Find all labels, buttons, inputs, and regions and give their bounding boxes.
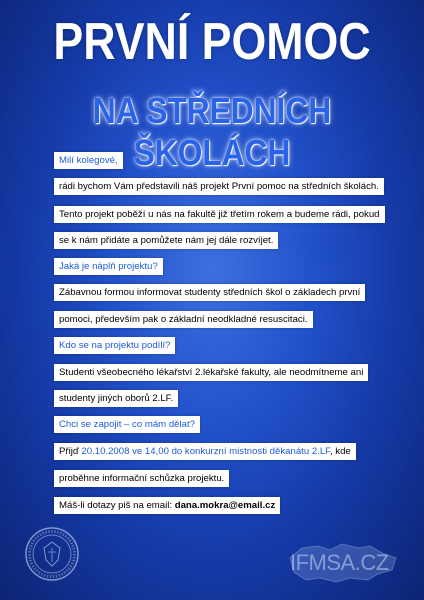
intro-line-1: rádi bychom Vám představili náš projekt První pomoc na středních školách.: [54, 178, 384, 195]
answer-3-line-1: [54, 443, 356, 460]
question-3: Chci se zapojit – co mám dělat?: [54, 416, 200, 433]
faculty-seal-icon: [24, 526, 80, 582]
poster-title: PRVNÍ POMOC: [53, 13, 371, 71]
answer-1-line-2: pomoci, především pak o základní neodkladné resuscitaci.: [54, 311, 313, 328]
answer-3-suffix: , kde: [329, 446, 351, 457]
poster-subtitle: NA STŘEDNÍCH ŠKOLÁCH: [92, 90, 332, 173]
contact-line: [54, 497, 280, 514]
answer-2-line-1: Studenti všeobecného lékařství 2.lékařské fakulty, ale neodmítneme ani: [54, 364, 368, 381]
answer-3-prefix: Přijď: [59, 446, 82, 457]
greeting-line: Milí kolegové,: [54, 152, 123, 169]
answer-3-line-2: proběhne informační schůzka projektu.: [54, 470, 229, 487]
contact-text: Máš-li dotazy piš na email:: [59, 500, 175, 511]
meeting-details: 20.10.2008 ve 14,00 do konkurzní mistnosti děkanátu 2.LF: [81, 446, 330, 457]
question-2: Kdo se na projektu podílí?: [54, 337, 175, 354]
answer-1-line-1: Zábavnou formou informovat studenty středních škol o základech první: [54, 284, 365, 301]
intro-line-2: Tento projekt poběží u nás na fakultě již třetím rokem a budeme rádi, pokud: [54, 206, 385, 223]
answer-2-line-2: studenty jiných oborů 2.LF.: [54, 390, 178, 407]
ifmsa-logo-text: IFMSA.CZ: [290, 550, 389, 575]
intro-line-3: se k nám přidáte a pomůžete nám jej dále rozvíjet.: [54, 232, 278, 249]
contact-email[interactable]: dana.mokra@email.cz: [174, 500, 276, 511]
question-1: Jaká je náplň projektu?: [54, 258, 163, 275]
